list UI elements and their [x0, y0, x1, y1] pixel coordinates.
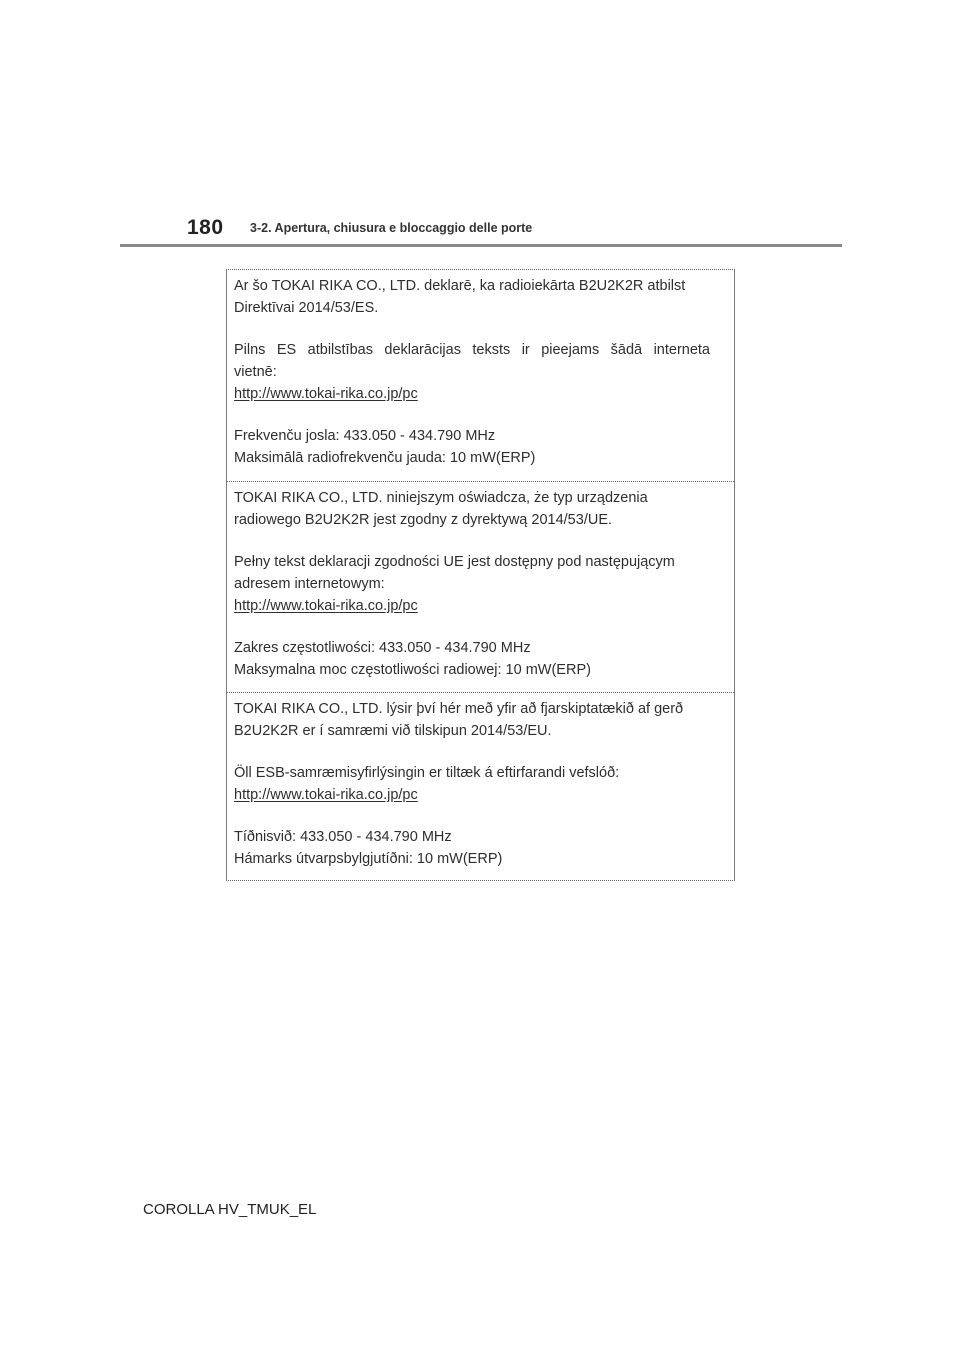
- declaration-table: [226, 269, 735, 881]
- availability-text-line: adresem internetowym:: [234, 576, 385, 592]
- availability-text-line: Pełny tekst deklaracji zgodności UE jest dostępny pod następującym: [234, 554, 675, 570]
- declaration-link[interactable]: http://www.tokai-rika.co.jp/pc: [234, 598, 418, 614]
- declaration-text-line: Direktīvai 2014/53/ES.: [234, 300, 379, 316]
- declaration-text-line: Ar šo TOKAI RIKA CO., LTD. deklarē, ka radioiekārta B2U2K2R atbilst: [234, 278, 686, 294]
- footer-model-code: COROLLA HV_TMUK_EL: [143, 1201, 317, 1218]
- max-power: Maksimālā radiofrekvenču jauda: 10 mW(ERP): [234, 450, 536, 466]
- frequency-band: Zakres częstotliwości: 433.050 - 434.790 MHz: [234, 640, 531, 656]
- section-title: 3-2. Apertura, chiusura e bloccaggio delle porte: [250, 221, 533, 235]
- declaration-text-line: B2U2K2R er í samræmi við tilskipun 2014/53/EU.: [234, 723, 552, 739]
- availability-text-line: Öll ESB-samræmisyfirlýsingin er tiltæk á eftirfarandi vefslóð:: [234, 765, 620, 781]
- declaration-link[interactable]: http://www.tokai-rika.co.jp/pc: [234, 787, 418, 803]
- availability-text-line: vietnē:: [234, 364, 277, 380]
- declaration-text-line: radiowego B2U2K2R jest zgodny z dyrektywą 2014/53/UE.: [234, 512, 613, 528]
- header-divider: [120, 244, 842, 247]
- declaration-link[interactable]: http://www.tokai-rika.co.jp/pc: [234, 386, 418, 402]
- frequency-band: Frekvenču josla: 433.050 - 434.790 MHz: [234, 428, 496, 444]
- availability-text-line: Pilns ES atbilstības deklarācijas teksts ir pieejams šādā interneta: [234, 342, 710, 358]
- declaration-text-line: TOKAI RIKA CO., LTD. niniejszym oświadcza, że typ urządzenia: [234, 490, 648, 506]
- max-power: Maksymalna moc częstotliwości radiowej: 10 mW(ERP): [234, 662, 591, 678]
- page-number: 180: [187, 216, 224, 239]
- frequency-band: Tíðnisvið: 433.050 - 434.790 MHz: [234, 829, 452, 845]
- declaration-polish: [227, 481, 734, 692]
- declaration-icelandic: [227, 692, 734, 880]
- max-power: Hámarks útvarpsbylgjutíðni: 10 mW(ERP): [234, 851, 503, 867]
- declaration-latvian: [227, 270, 734, 481]
- declaration-text-line: TOKAI RIKA CO., LTD. lýsir því hér með yfir að fjarskiptatækið af gerð: [234, 701, 684, 717]
